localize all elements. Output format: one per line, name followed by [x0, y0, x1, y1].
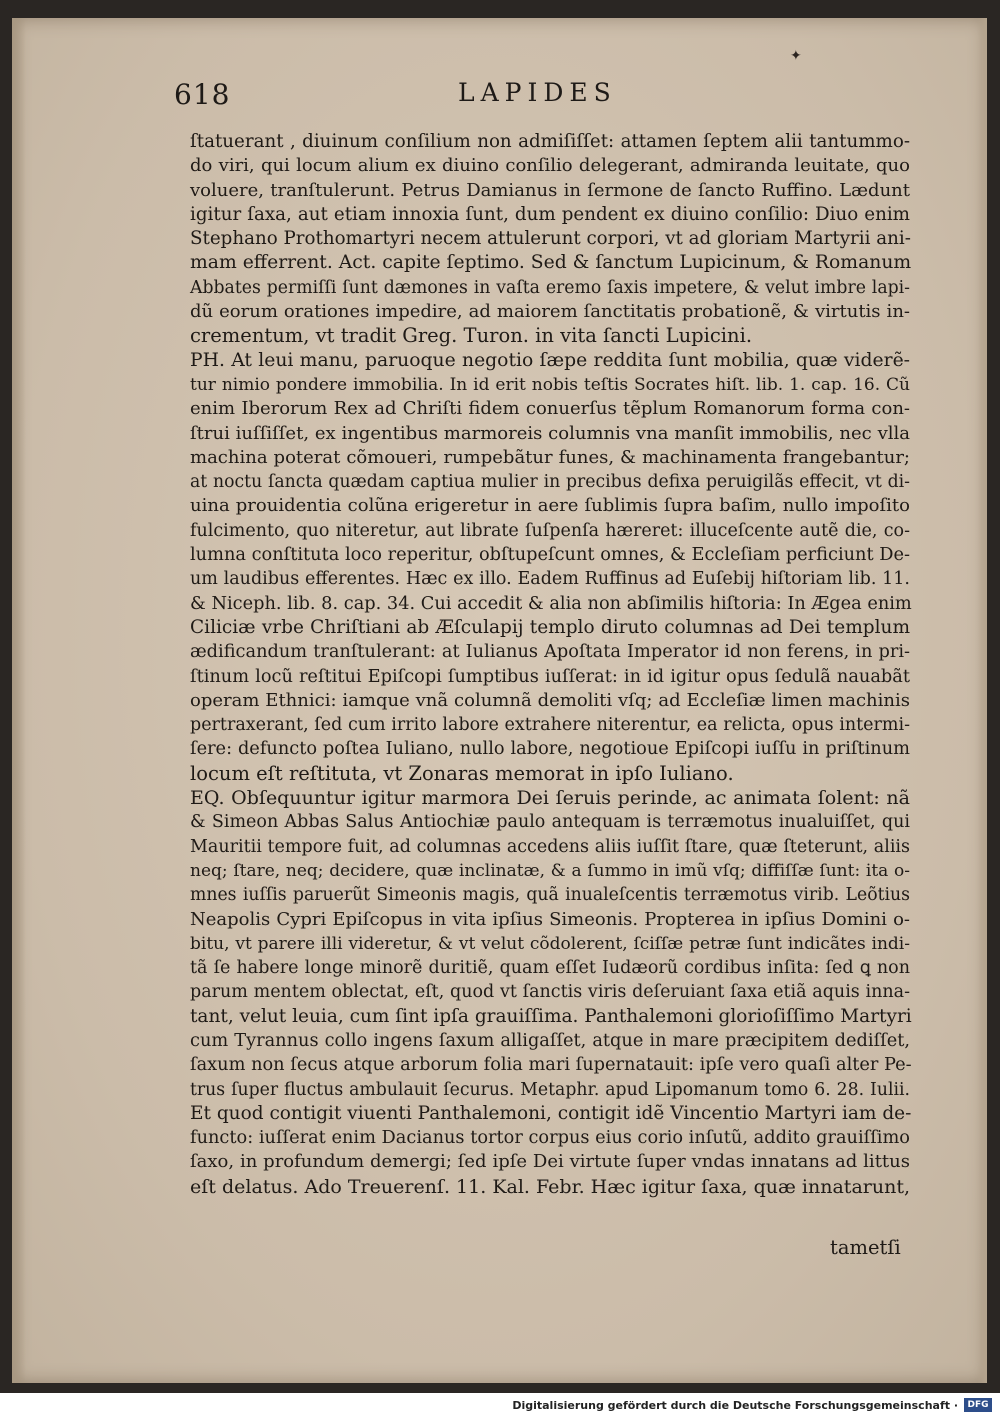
text-line: uina prouidentia colũna erigeretur in aere ſublimis ſupra baſim, nullo impoſito	[190, 495, 910, 517]
text-line: ſtatuerant , diuinum conſilium non admiſiſſet: attamen ſeptem alii tantummo-	[190, 131, 910, 152]
text-line: locum eſt reſtituta, vt Zonaras memorat in ipſo Iuliano.	[190, 761, 734, 785]
text-line: bitu, vt parere illi videretur, & vt velut cõdolerent, ſciſſæ petræ ſunt indicãtes indi-	[190, 933, 910, 954]
text-line: machina poterat cõmoueri, rumpebãtur funes, & machinamenta frangebantur;	[190, 446, 910, 468]
text-line: crementum, vt tradit Greg. Turon. in vita ſancti Lupicini.	[190, 324, 753, 348]
page-edge-left	[12, 18, 26, 1383]
page-number: 618	[174, 78, 231, 111]
body-text	[190, 130, 910, 1199]
text-line: ædificandum tranſtulerant: at Iulianus Apoſtata Imperator id non ferens, in pri-	[190, 642, 910, 663]
text-line: ſtinum locũ reſtitui Epiſcopi ſumptibus iuſſerat: in id igitur opus ſedulã nauabãt	[190, 666, 910, 687]
text-line: um laudibus efferentes. Hæc ex illo. Eadem Ruffinus ad Euſebij hiſtoriam lib. 11.	[190, 569, 910, 590]
text-line: Et quod contigit viuenti Panthalemoni, contigit idẽ Vincentio Martyri iam de-	[190, 1102, 912, 1124]
text-line: EQ. Obſequuntur igitur marmora Dei ſeruis perinde, ac animata ſolent: nã	[190, 787, 910, 810]
text-line: Mauritii tempore fuit, ad columnas accedens aliis iuſſit ſtare, quæ ſteterunt, aliis	[190, 836, 910, 857]
page-edge-right	[977, 18, 987, 1383]
catchword: tametſi	[830, 1236, 901, 1259]
text-line: enim Iberorum Rex ad Chriſti fidem conuerſus tẽplum Romanorum forma con-	[190, 398, 910, 420]
text-line: Stephano Prothomartyri necem attulerunt corpori, vt ad gloriam Martyrii ani-	[190, 228, 911, 250]
text-line: at noctu ſancta quædam captiua mulier in precibus defixa peruigilãs effecit, vt di-	[190, 472, 910, 493]
running-title: LAPIDES	[458, 78, 617, 107]
text-line: functo: iuſſerat enim Dacianus tortor corpus eius corio inſutũ, addito grauiſſimo	[190, 1128, 910, 1149]
text-line: tur nimio pondere immobilia. In id erit nobis teſtis Socrates hiſt. lib. 1. cap. 16. Cũ	[190, 374, 910, 395]
text-line: ſtrui iuſſiſſet, ex ingentibus marmoreis columnis vna manſit immobilis, nec vlla	[190, 422, 910, 444]
text-line: igitur ſaxa, aut etiam innoxia ſunt, dum pendent ex diuino conſilio: Diuo enim	[190, 203, 910, 225]
text-line: dũ eorum orationes impedire, ad maiorem ſanctitatis probationẽ, & virtutis in-	[190, 301, 910, 323]
text-line: mnes iuſſis paruerũt Simeonis magis, quã inualeſcentis terræmotus virib. Leõtius	[190, 885, 910, 906]
text-line: lumna conſtituta loco reperitur, obſtupeſcunt omnes, & Eccleſiam perficiunt De-	[190, 545, 910, 566]
text-line: pertraxerant, ſed cum irrito labore extrahere niterentur, ea relicta, opus intermi-	[190, 715, 910, 736]
digitization-footer	[0, 1393, 1000, 1419]
text-line: tant, velut leuia, cum ſint ipſa grauiſſima. Panthalemoni glorioſiſſimo Martyri	[190, 1005, 912, 1027]
dfg-logo: DFG	[964, 1398, 992, 1412]
text-line: Neapolis Cypri Epiſcopus in vita ipſius Simeonis. Propterea in ipſius Domini o-	[190, 908, 910, 930]
footer-credit: Digitalisierung gefördert durch die Deutsche Forschungsgemeinschaft ·	[512, 1399, 958, 1412]
text-line: mam efferrent. Act. capite ſeptimo. Sed & ſanctum Lupicinum, & Romanum	[190, 252, 912, 274]
ornament-mark: ✦	[790, 48, 802, 64]
text-line: do viri, qui locum alium ex diuino conſilio delegerant, admiranda leuitate, quo	[190, 155, 910, 177]
text-line: fulcimento, quo niteretur, aut librate ſuſpenſa hæreret: illuceſcente autẽ die, co-	[190, 520, 910, 541]
text-line: trus ſuper fluctus ambulauit ſecurus. Metaphr. apud Lipomanum tomo 6. 28. Iulii.	[190, 1079, 910, 1100]
text-line: Abbates permiſſi ſunt dæmones in vaſta eremo ſaxis impetere, & velut imbre lapi-	[190, 277, 910, 298]
text-line: & Niceph. lib. 8. cap. 34. Cui accedit & alia non abſimilis hiſtoria: In Ægea enim	[190, 593, 912, 614]
text-line: ſaxo, in profundum demergi; ſed ipſe Dei virtute ſuper vndas innatans ad littus	[190, 1151, 910, 1173]
text-line: voluere, tranſtulerunt. Petrus Damianus in ſermone de ſancto Ruffino. Lædunt	[190, 179, 910, 201]
text-line: Ciliciæ vrbe Chriſtiani ab Æſculapij templo diruto columnas ad Dei templum	[190, 616, 910, 638]
text-line: eſt delatus. Ado Treuerenſ. 11. Kal. Febr. Hæc igitur ſaxa, quæ innatarunt,	[190, 1175, 910, 1198]
text-line: parum mentem oblectat, eſt, quod vt ſanctis viris deſeruiant ſaxa etiã aquis inna-	[190, 982, 910, 1003]
text-line: ſere: defuncto poſtea Iuliano, nullo labore, negotioue Epiſcopi iuſſu in priſtinum	[190, 739, 910, 760]
text-line: neq; ſtare, neq; decidere, quæ inclinatæ, & a ſummo in imũ vſq; diffiſſæ ſunt: ita o-	[190, 860, 910, 881]
page-header	[174, 78, 894, 118]
text-line: & Simeon Abbas Salus Antiochiæ paulo antequam is terræmotus inualuiſſet, qui	[190, 812, 910, 833]
text-line: cum Tyrannus collo ingens ſaxum alligaſſet, atque in mare præcipitem dediſſet,	[190, 1030, 910, 1051]
text-line: tã ſe habere longe minorẽ duritiẽ, quam eſſet Iudæorũ cordibus inſita: ſed ꝗ non	[190, 958, 910, 979]
text-line: PH. At leui manu, paruoque negotio ſæpe reddita ſunt mobilia, quæ viderẽ-	[190, 349, 910, 371]
text-line: operam Ethnici: iamque vnã columnã demoliti vſq; ad Eccleſiæ limen machinis	[190, 689, 910, 711]
text-line: ſaxum non ſecus atque arborum folia mari ſupernatauit: ipſe vero quaſi alter Pe-	[190, 1055, 912, 1076]
